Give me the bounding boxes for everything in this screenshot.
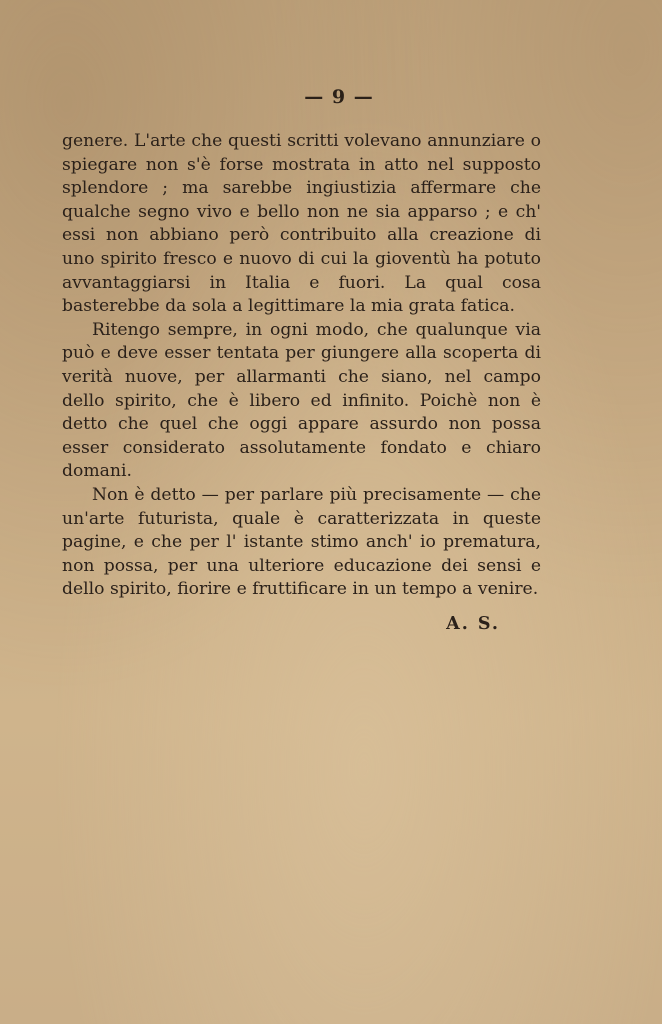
paragraph-1: genere. L'arte che questi scritti volevano annunziare o spiegare non s'è forse mostrata in atto nel supposto splendore ; ma sarebbe ingiustizia affermare che qualche segno vivo e bello non ne sia apparso ; e ch' essi non abbiano però contribuito alla creazione di uno spirito fresco e nuovo di cui la gioventù ha potuto avvantaggiarsi in Italia e fuori. La qual cosa basterebbe da sola a legittimare la mia grata fatica. — [62, 131, 541, 317]
author-initials: A. S. — [446, 614, 500, 634]
paragraph-2: Ritengo sempre, in ogni modo, che qualunque via può e deve esser tentata per giungere alla scoperta di verità nuove, per allarmanti che siano, nel campo dello spirito, che è libero ed infinito. Poichè non è detto che quel che oggi appare assurdo non possa esser considerato assolutamente fondato e chiaro domani. — [62, 319, 541, 482]
page-number: — 9 — — [304, 86, 374, 108]
paragraph-3: Non è detto — per parlare più precisamente — che un'arte futurista, quale è caratterizzata in queste pagine, e che per l' istante stimo anch' io prematura, non possa, per una ulteriore educazione dei sensi e dello spirito, fiorire e fruttificare in un tempo a venire. — [62, 484, 541, 600]
body-text — [62, 130, 541, 602]
